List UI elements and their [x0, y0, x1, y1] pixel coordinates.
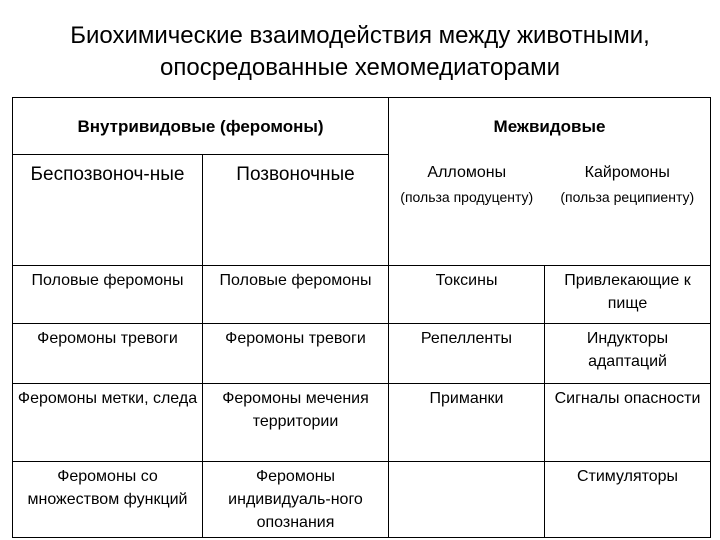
- subheader-row: [13, 155, 711, 266]
- kairomones-title: Кайромоны: [584, 163, 670, 181]
- cell-allomones: [389, 462, 545, 538]
- kairomones-note: (польза реципиенту): [560, 188, 695, 205]
- cell-vertebrates: Феромоны мечения территории: [203, 384, 389, 462]
- cell-vertebrates: Половые феромоны: [203, 266, 389, 324]
- cell-kairomones: Привлекающие к пище: [545, 266, 711, 324]
- header-row: [13, 98, 711, 155]
- cell-invertebrates: Феромоны метки, следа: [13, 384, 203, 462]
- table-row: [13, 266, 711, 324]
- cell-kairomones: Индукторы адаптаций: [545, 324, 711, 384]
- cell-allomones: Токсины: [389, 266, 545, 324]
- slide-title: [10, 20, 710, 84]
- chemomediator-table: [12, 97, 711, 538]
- cell-invertebrates: Половые феромоны: [13, 266, 203, 324]
- cell-allomones: Репелленты: [389, 324, 545, 384]
- subheader-kairomones: [545, 155, 711, 266]
- cell-kairomones: Сигналы опасности: [545, 384, 711, 462]
- subheader-invertebrates: Беспозвоноч-ные: [13, 155, 203, 266]
- allomones-title: Алломоны: [427, 163, 507, 181]
- cell-invertebrates: Феромоны со множеством функций: [13, 462, 203, 538]
- subheader-vertebrates: Позвоночные: [203, 155, 389, 266]
- slide-title-line-1: Биохимические взаимодействия между животными,: [70, 22, 650, 49]
- header-interspecific: Межвидовые: [389, 98, 711, 155]
- table-row: [13, 462, 711, 538]
- subheader-allomones: [389, 155, 545, 266]
- table-row: [13, 324, 711, 384]
- slide-title-line-2: опосредованные хемомедиаторами: [160, 54, 560, 81]
- table-row: [13, 384, 711, 462]
- cell-allomones: Приманки: [389, 384, 545, 462]
- cell-invertebrates: Феромоны тревоги: [13, 324, 203, 384]
- cell-vertebrates: Феромоны тревоги: [203, 324, 389, 384]
- allomones-note: (польза продуценту): [400, 188, 534, 205]
- cell-kairomones: Стимуляторы: [545, 462, 711, 538]
- cell-vertebrates: Феромоны индивидуаль-ного опознания: [203, 462, 389, 538]
- header-intraspecific: Внутривидовые (феромоны): [13, 98, 389, 155]
